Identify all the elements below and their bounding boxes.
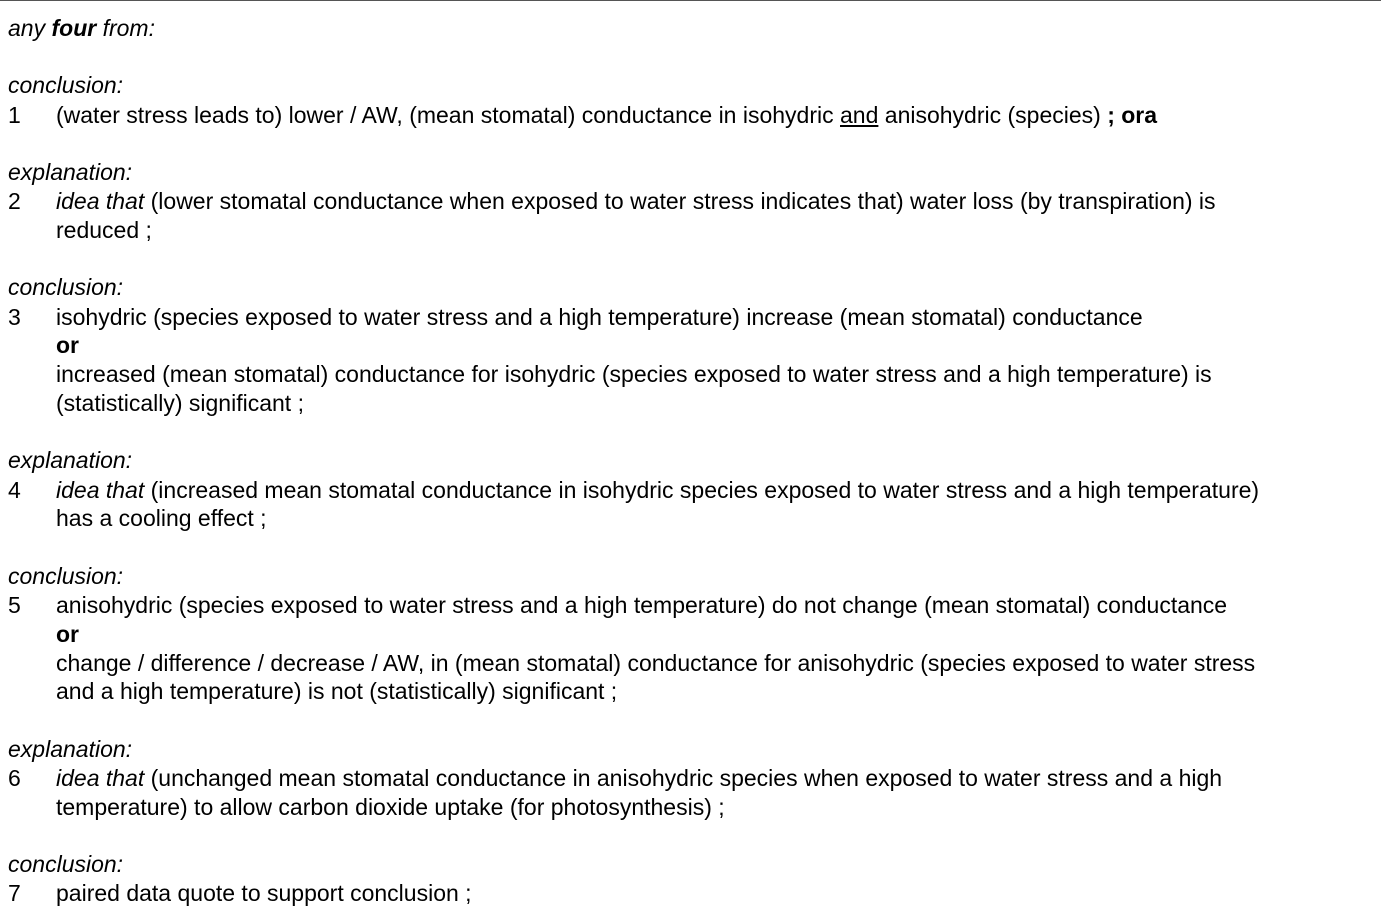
point-4-line-1 [56, 476, 1259, 505]
top-rule [0, 0, 1381, 1]
point-6-number: 6 [8, 765, 21, 791]
point-3-number: 3 [8, 304, 21, 330]
point-4-number: 4 [8, 477, 21, 503]
point-3-line-1: isohydric (species exposed to water stress and a high temperature) increase (mean stomatal) conductance [56, 304, 1143, 330]
point-6-text: (unchanged mean stomatal conductance in anisohydric species when exposed to water stress and a high [144, 765, 1223, 791]
point-1-text-pre: (water stress leads to) lower / AW, (mean stomatal) conductance in isohydric [56, 102, 841, 128]
point-1-heading: conclusion: [8, 72, 124, 98]
intro-prefix: any [8, 15, 52, 41]
point-6-line-2: temperature) to allow carbon dioxide uptake (for photosynthesis) ; [56, 794, 725, 820]
point-2-text: (lower stomatal conductance when exposed to water stress indicates that) water loss (by transpiration) is [144, 188, 1216, 214]
point-1-underlined: and [840, 102, 879, 128]
point-3-or: or [56, 332, 79, 358]
point-2-line-1 [56, 187, 1216, 216]
point-1-line-1 [56, 101, 1157, 130]
point-3-line-4: (statistically) significant ; [56, 390, 304, 416]
point-1-number: 1 [8, 102, 21, 128]
point-4-line-2: has a cooling effect ; [56, 505, 267, 531]
point-5-heading: conclusion: [8, 563, 124, 589]
point-4-heading: explanation: [8, 447, 133, 473]
point-6-idea: idea that [56, 765, 145, 791]
point-3-heading: conclusion: [8, 274, 124, 300]
point-5-number: 5 [8, 592, 21, 618]
point-5-line-1: anisohydric (species exposed to water stress and a high temperature) do not change (mean stomatal) conductance [56, 592, 1228, 618]
point-2-line-2: reduced ; [56, 217, 152, 243]
point-5-or: or [56, 621, 79, 647]
point-1-ora: ; ora [1107, 102, 1158, 128]
point-5-line-3: change / difference / decrease / AW, in (mean stomatal) conductance for anisohydric (species exposed to water stress [56, 650, 1256, 676]
point-7-heading: conclusion: [8, 851, 124, 877]
point-2-heading: explanation: [8, 159, 133, 185]
point-6-heading: explanation: [8, 736, 133, 762]
point-1-text-post: anisohydric (species) [878, 102, 1108, 128]
point-2-number: 2 [8, 188, 21, 214]
point-3-line-3: increased (mean stomatal) conductance for isohydric (species exposed to water stress and a high temperature) is [56, 361, 1212, 387]
point-4-text: (increased mean stomatal conductance in isohydric species exposed to water stress and a high temperature) [144, 477, 1260, 503]
point-2-idea: idea that [56, 188, 145, 214]
intro-line [8, 14, 155, 43]
point-5-line-4: and a high temperature) is not (statistically) significant ; [56, 678, 618, 704]
intro-suffix: from: [96, 15, 155, 41]
intro-bold: four [51, 15, 97, 41]
point-7-line-1: paired data quote to support conclusion ; [56, 880, 472, 906]
point-6-line-1 [56, 764, 1222, 793]
point-7-number: 7 [8, 880, 21, 906]
point-4-idea: idea that [56, 477, 145, 503]
